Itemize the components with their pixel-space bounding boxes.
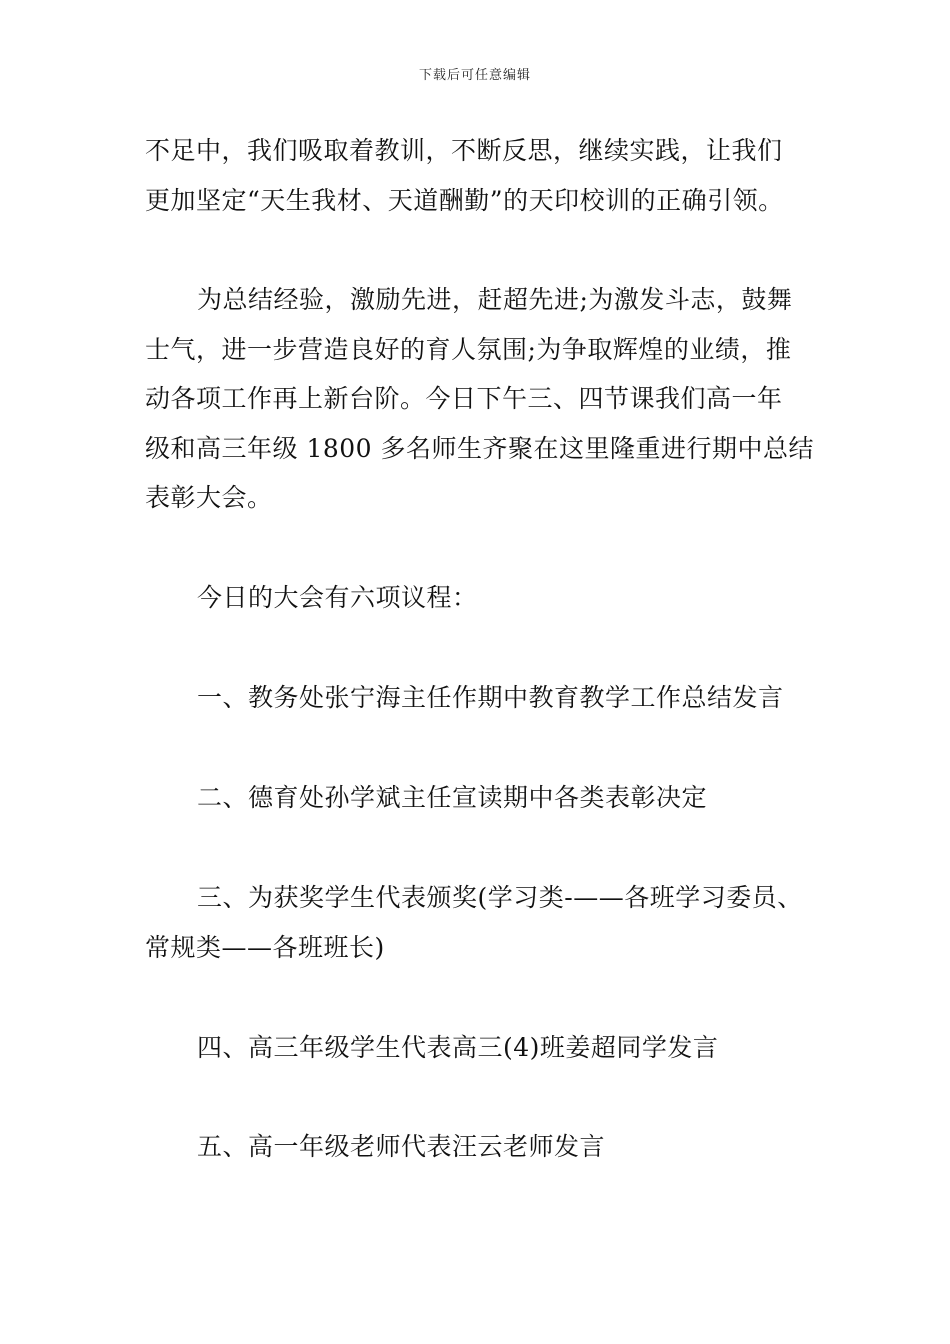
text-line: 动各项工作再上新台阶。今日下午三、四节课我们高一年: [145, 384, 783, 413]
text-line: 三、为获奖学生代表颁奖(学习类-——各班学习委员、: [197, 883, 803, 912]
agenda-item-3: [145, 873, 803, 972]
paragraph-agenda-intro: [145, 573, 478, 623]
text-line: 不足中，我们吸取着教训，不断反思，继续实践，让我们: [145, 136, 783, 165]
text-line: 级和高三年级 1800 多名师生齐聚在这里隆重进行期中总结: [145, 433, 815, 463]
page-header-note: 下载后可任意编辑: [418, 68, 531, 83]
text-line: 今日的大会有六项议程：: [197, 583, 478, 612]
text-line: 四、高三年级学生代表高三(4)班姜超同学发言: [197, 1033, 719, 1062]
text-line: 五、高一年级老师代表汪云老师发言: [197, 1132, 606, 1161]
agenda-item-5: [145, 1122, 605, 1172]
text-line: 为总结经验，激励先进，赶超先进;为激发斗志，鼓舞: [197, 285, 793, 314]
agenda-item-4: [145, 1023, 718, 1073]
paragraph-continuation: [145, 126, 784, 225]
text-line: 更加坚定“天生我材、天道酬勤”的天印校训的正确引领。: [145, 185, 784, 215]
paragraph-purpose: [145, 275, 814, 523]
agenda-item-2: [145, 773, 707, 823]
text-line: 一、教务处张宁海主任作期中教育教学工作总结发言: [197, 683, 784, 712]
text-line: 表彰大会。: [145, 483, 273, 512]
agenda-item-1: [145, 673, 784, 723]
text-line: 士气，进一步营造良好的育人氛围;为争取辉煌的业绩，推: [145, 334, 792, 364]
text-line: 常规类——各班班长): [145, 932, 385, 962]
text-line: 二、德育处孙学斌主任宣读期中各类表彰决定: [197, 783, 708, 812]
